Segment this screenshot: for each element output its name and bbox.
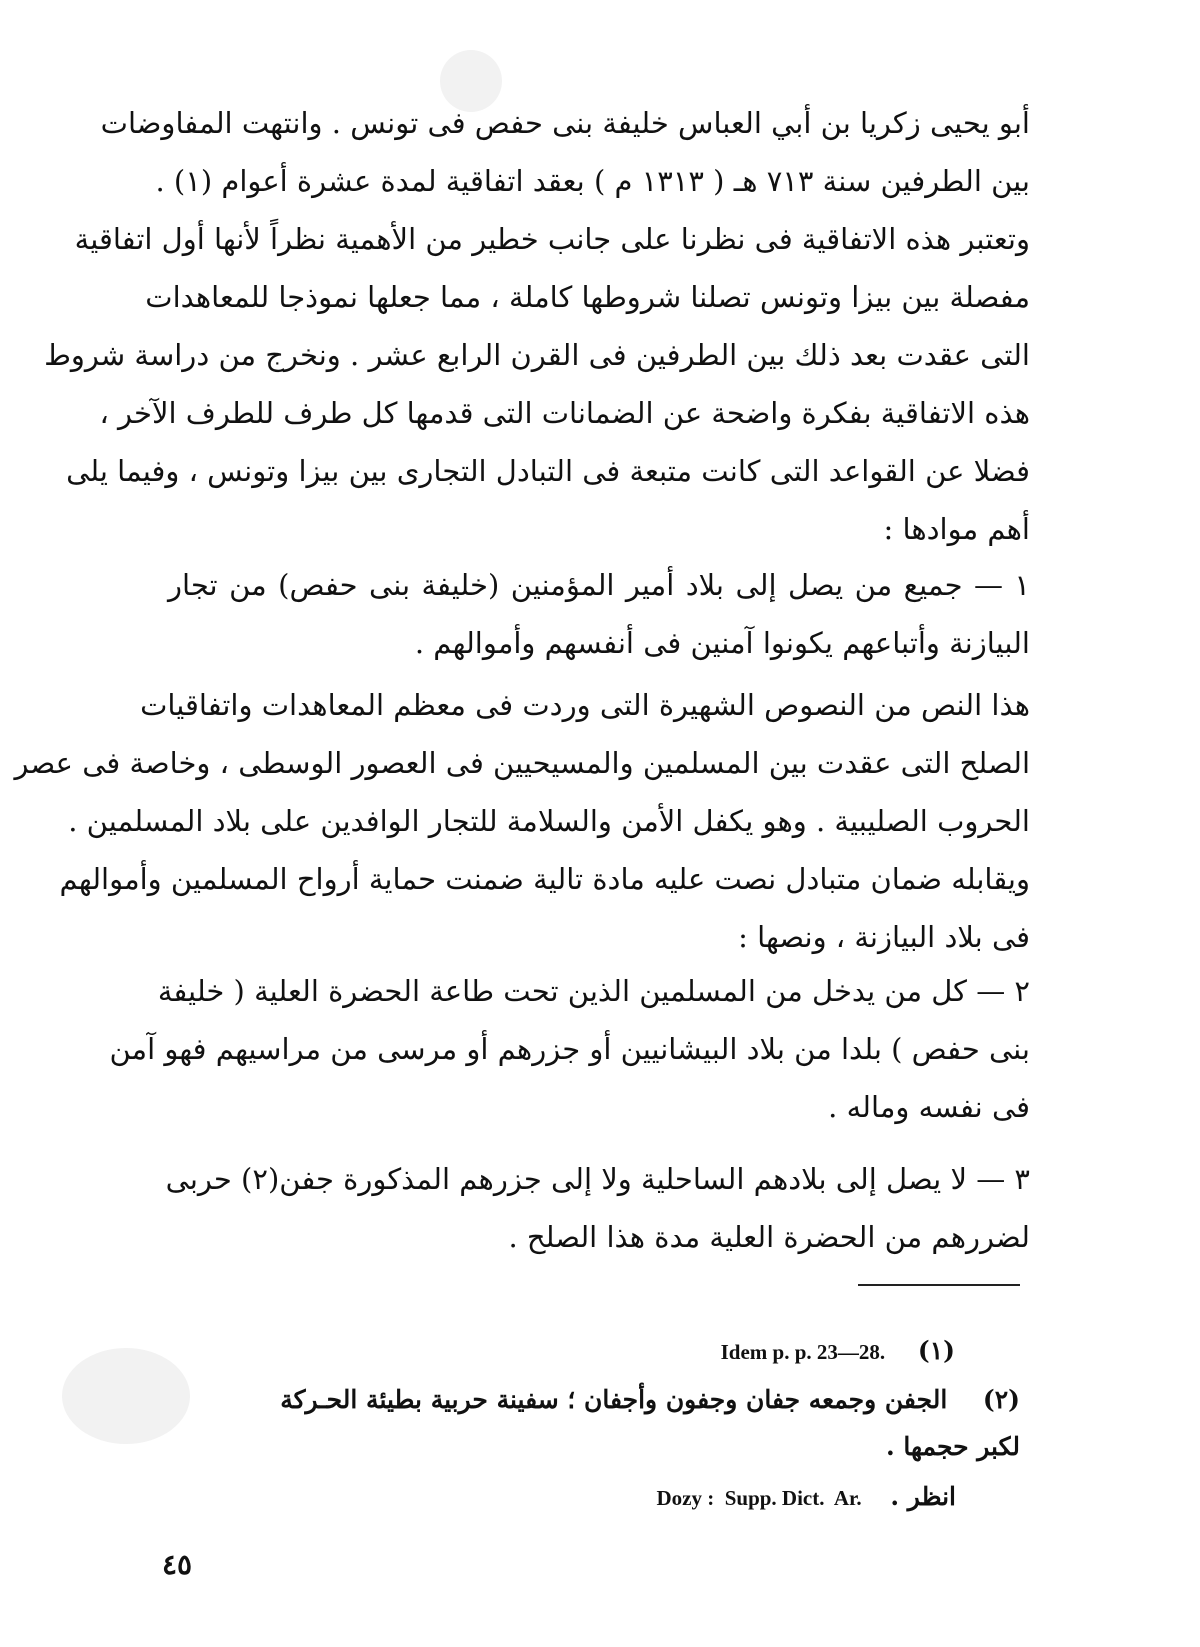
- text-line: ٢ — كل من يدخل من المسلمين الذين تحت طاعة الحضرة العلية ( خليفة: [157, 974, 1030, 1008]
- text-line: مفصلة بين بيزا وتونس تصلنا شروطها كاملة ، مما جعلها نموذجا للمعاهدات: [145, 280, 1030, 314]
- text-line: البيازنة وأتباعهم يكونوا آمنين فى أنفسهم وأموالهم .: [414, 626, 1030, 660]
- footnote-citation: Idem p. p. 23—28.: [720, 1340, 886, 1364]
- footnote-text: الجفن وجمعه جفان وجفون وأجفان ؛ سفينة حربية بطيئة الحـركة: [280, 1385, 948, 1414]
- footnote-2: [280, 1385, 1020, 1414]
- article-3: [165, 1150, 1030, 1266]
- text-line: فى نفسه وماله .: [828, 1090, 1030, 1124]
- scan-smudge: [62, 1348, 190, 1444]
- page-number: ٤٥: [162, 1548, 193, 1581]
- text-line: أهم موادها :: [883, 512, 1030, 546]
- text-line: هذه الاتفاقية بفكرة واضحة عن الضمانات التى قدمها كل طرف للطرف الآخر ،: [99, 396, 1030, 430]
- footnote-2-continued: [886, 1432, 1020, 1461]
- text-line: الحروب الصليبية . وهو يكفل الأمن والسلامة للتجار الوافدين على بلاد المسلمين .: [68, 804, 1030, 838]
- text-line: ويقابله ضمان متبادل نصت عليه مادة تالية ضمنت حماية أرواح المسلمين وأموالهم: [59, 862, 1030, 896]
- footnote-separator: [858, 1284, 1020, 1286]
- text-line: فضلا عن القواعد التى كانت متبعة فى التبادل التجارى بين بيزا وتونس ، وفيما يلى: [66, 454, 1030, 488]
- text-line: لضررهم من الحضرة العلية مدة هذا الصلح .: [508, 1220, 1030, 1254]
- see-label: انظر .: [890, 1482, 956, 1511]
- text-line: ١ — جميع من يصل إلى بلاد أمير المؤمنين (خليفة بنى حفص) من تجار: [168, 568, 1030, 602]
- text-line: وتعتبر هذه الاتفاقية فى نظرنا على جانب خطير من الأهمية نظراً لأنها أول اتفاقية: [74, 222, 1030, 256]
- footnote-text: لكبر حجمها .: [885, 1432, 1020, 1461]
- paragraph-commentary: [14, 676, 1030, 966]
- text-line: فى بلاد البيازنة ، ونصها :: [738, 920, 1030, 954]
- footnote-marker: (٢): [982, 1385, 1020, 1414]
- text-line: أبو يحيى زكريا بن أبي العباس خليفة بنى حفص فى تونس . وانتهت المفاوضات: [100, 106, 1030, 140]
- paragraph-intro: [44, 94, 1030, 558]
- footnote-2-reference: [656, 1482, 956, 1511]
- footnote-1: [721, 1336, 955, 1365]
- text-line: ٣ — لا يصل إلى بلادهم الساحلية ولا إلى جزرهم المذكورة جفن(٢) حربى: [165, 1162, 1030, 1196]
- text-line: بين الطرفين سنة ٧١٣ هـ ( ١٣١٣ م ) بعقد اتفاقية لمدة عشرة أعوام (١) .: [155, 164, 1030, 198]
- text-line: بنى حفص ) بلدا من بلاد البيشانيين أو جزرهم أو مرسى من مراسيهم فهو آمن: [109, 1032, 1030, 1066]
- article-2: [109, 962, 1030, 1136]
- text-line: الصلح التى عقدت بين المسلمين والمسيحيين فى العصور الوسطى ، وخاصة فى عصر: [14, 746, 1030, 780]
- text-line: التى عقدت بعد ذلك بين الطرفين فى القرن الرابع عشر . ونخرج من دراسة شروط: [44, 338, 1030, 372]
- dictionary-citation: Dozy : Supp. Dict. Ar.: [656, 1486, 862, 1510]
- text-line: هذا النص من النصوص الشهيرة التى وردت فى معظم المعاهدات واتفاقيات: [140, 688, 1030, 722]
- article-1: [168, 556, 1030, 672]
- footnote-marker: (١): [917, 1336, 955, 1365]
